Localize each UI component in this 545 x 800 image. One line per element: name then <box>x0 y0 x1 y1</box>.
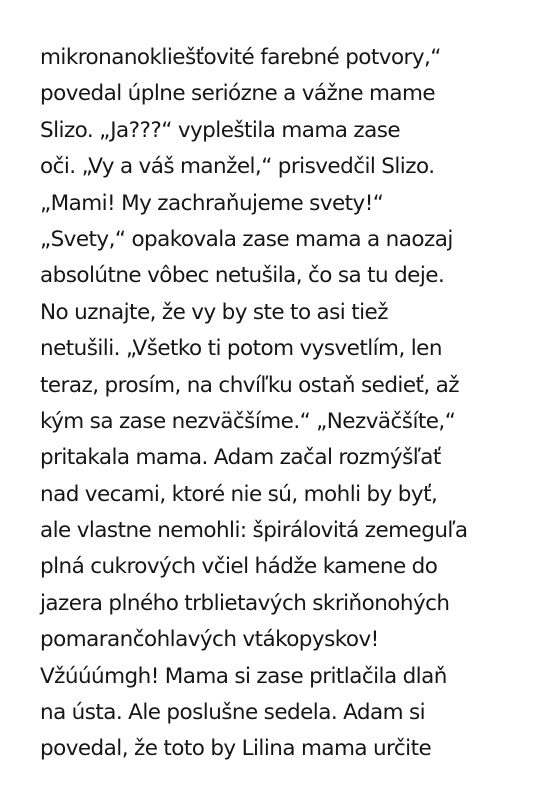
text-line: nad vecami, ktoré nie sú, mohli by byť, <box>40 481 438 507</box>
text-line: kým sa zase nezväčšíme.“ „Nezväčšíte,“ <box>40 408 456 434</box>
text-line: „Mami! My zachraňujeme svety!“ <box>40 190 384 216</box>
body-text <box>40 40 510 768</box>
text-line: netušili. „Všetko ti potom vysvetlím, len <box>40 336 442 362</box>
text-line: na ústa. Ale poslušne sedela. Adam si <box>40 700 426 726</box>
text-line: plná cukrových včiel hádže kamene do <box>40 554 438 580</box>
text-line: teraz, prosím, na chvíľku ostaň sedieť, až <box>40 372 460 398</box>
text-line: „Svety,“ opakovala zase mama a naozaj <box>40 226 453 252</box>
text-line: oči. „Vy a váš manžel,“ prisvedčil Slizo. <box>40 154 435 180</box>
text-line: absolútne vôbec netušila, čo sa tu deje. <box>40 263 445 289</box>
text-line: povedal úplne seriózne a vážne mame <box>40 81 436 107</box>
text-line: jazera plného trblietavých skriňonohých <box>40 590 450 616</box>
text-line: No uznajte, že vy by ste to asi tiež <box>40 299 388 325</box>
text-line: povedal, že toto by Lilina mama určite <box>40 736 432 762</box>
text-line: Vžúúúmgh! Mama si zase pritlačila dlaň <box>40 663 447 689</box>
text-line: pritakala mama. Adam začal rozmýšľať <box>40 445 441 471</box>
text-line: Slizo. „Ja???“ vypleštila mama zase <box>40 117 401 143</box>
text-line: ale vlastne nemohli: špirálovitá zemeguľa <box>40 518 468 544</box>
text-line: pomarančohlavých vtákopyskov! <box>40 627 379 653</box>
text-line: mikronanokliešťovité farebné potvory,“ <box>40 45 441 70</box>
